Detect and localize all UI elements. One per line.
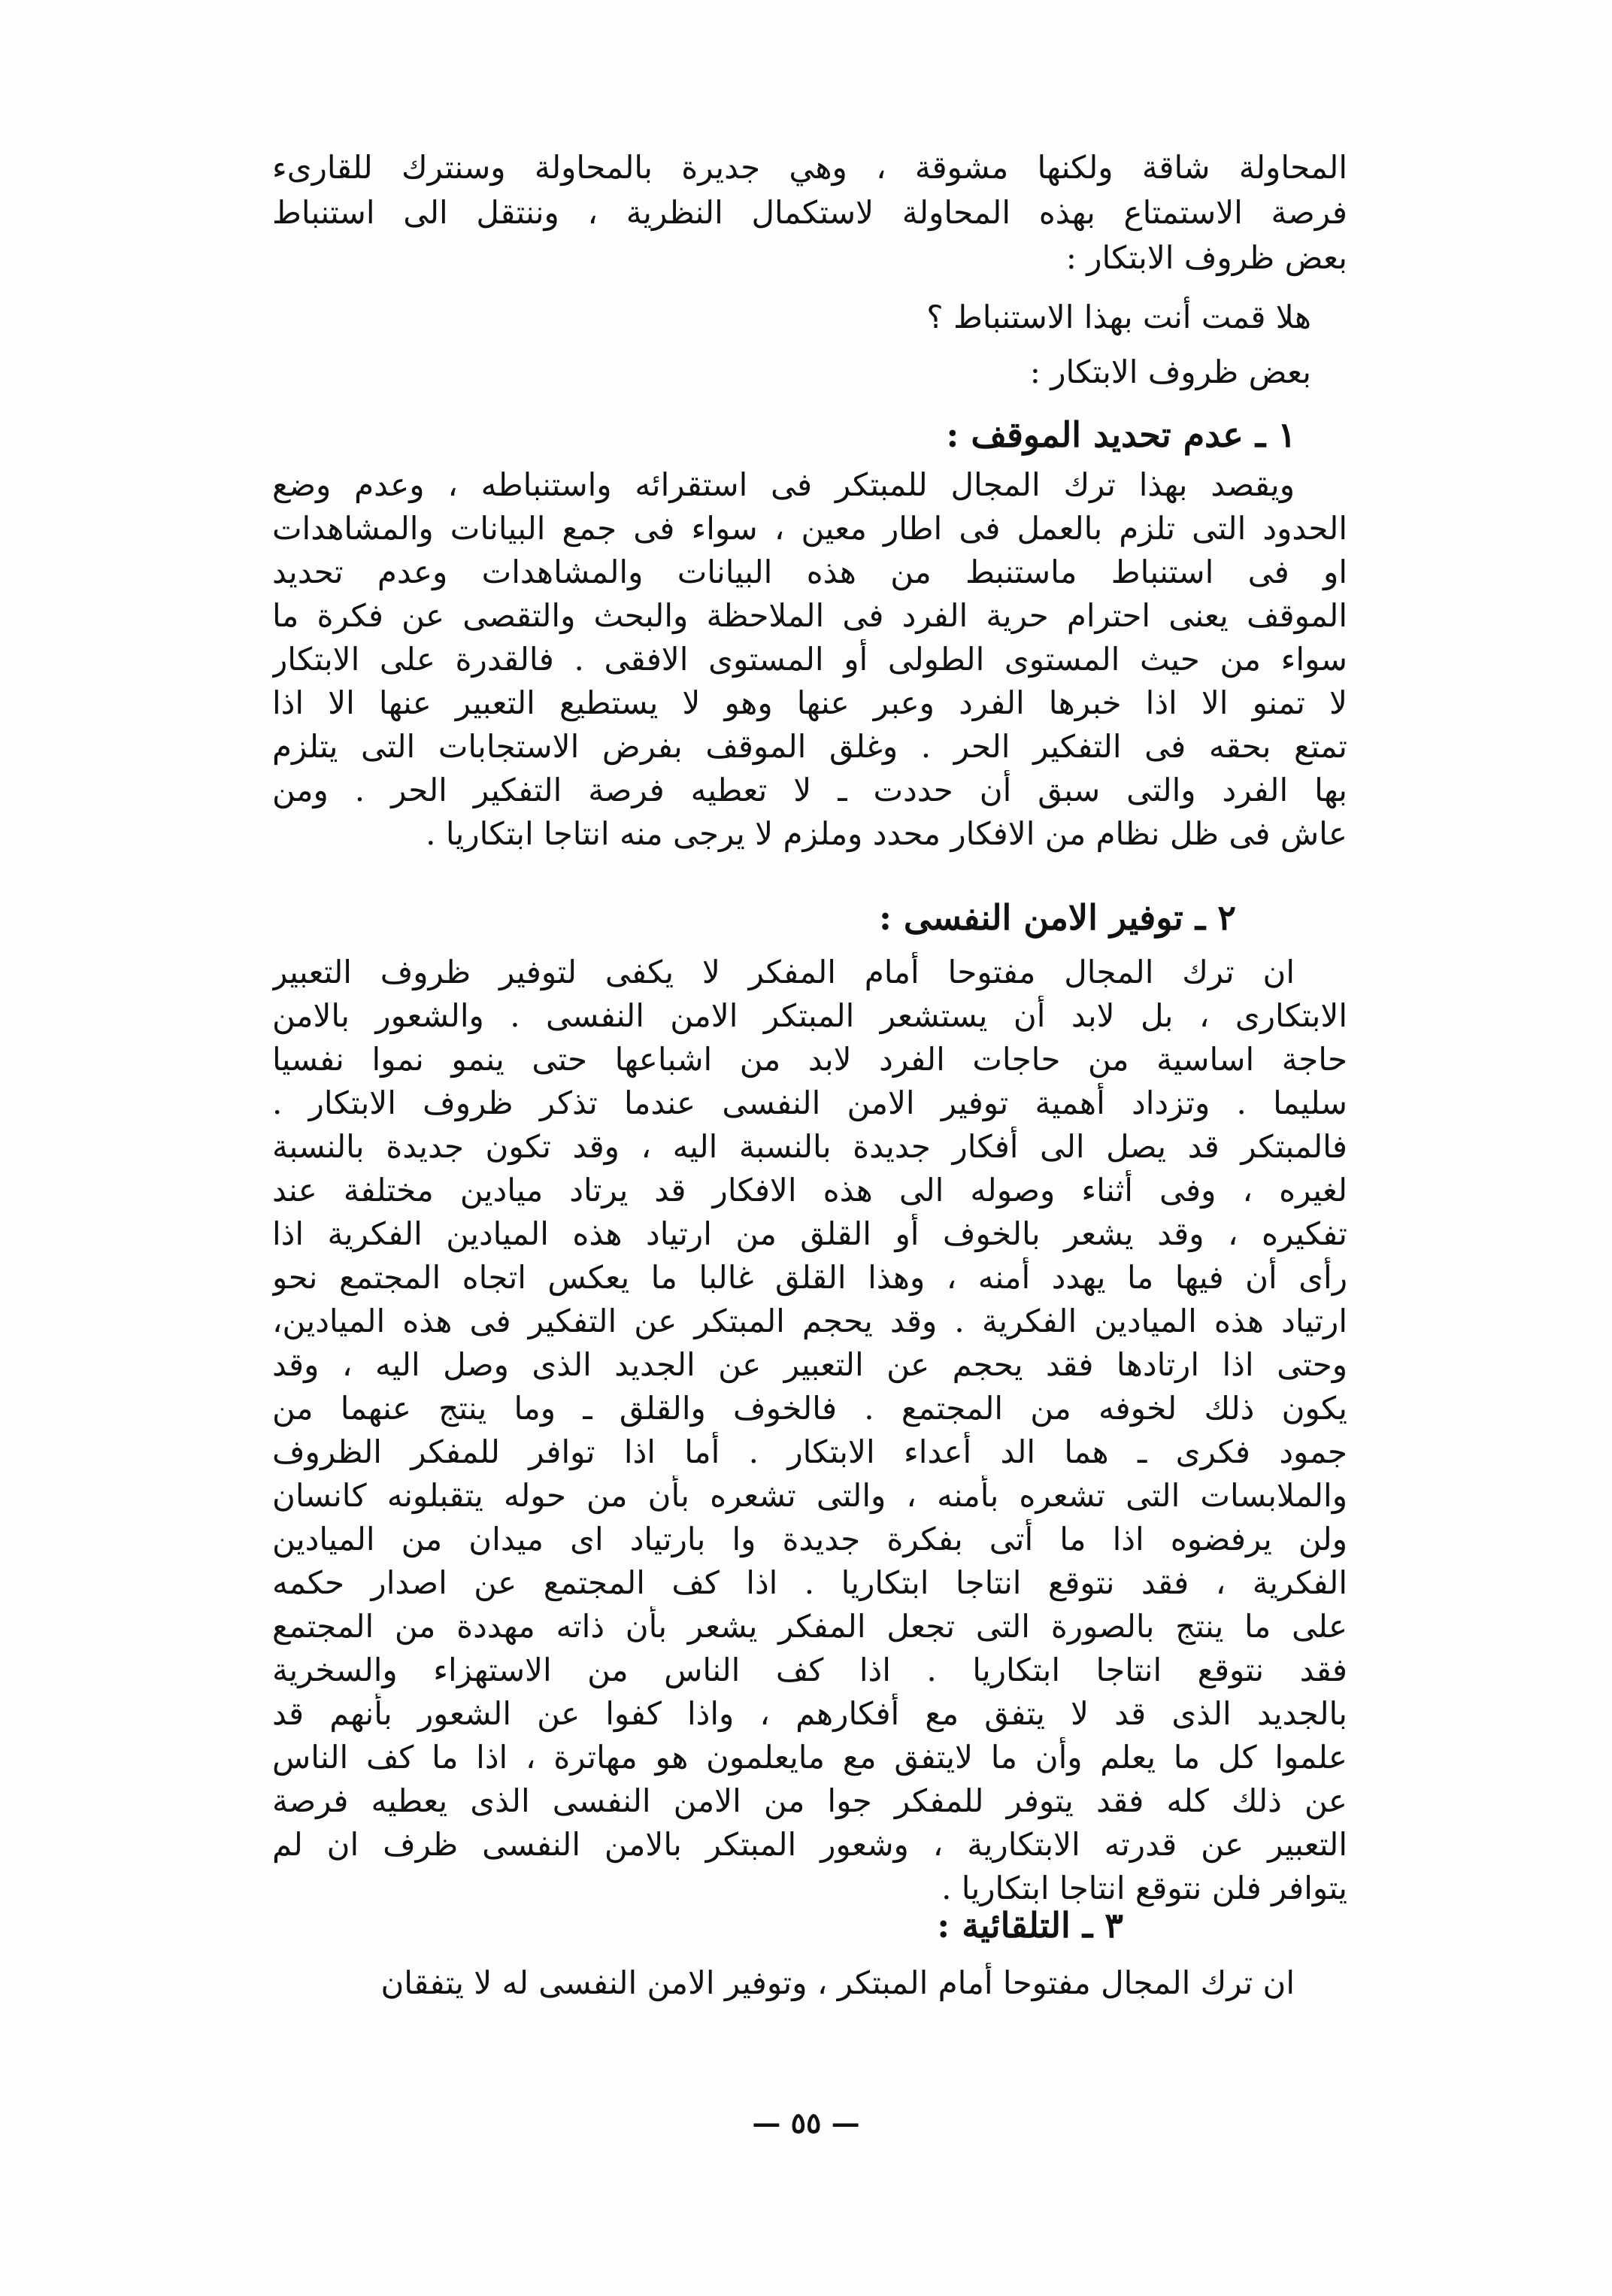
text-line: سليما . وتزداد أهمية توفير الامن النفسى عندما تذكر ظروف الابتكار .: [272, 1084, 1347, 1121]
text-line: ويقصد بهذا ترك المجال للمبتكر فى استقرائه واستنباطه ، وعدم وضع: [272, 466, 1295, 503]
text-line: عن ذلك كله فقد يتوفر للمفكر جوا من الامن النفسى الذى يعطيه فرصة: [272, 1782, 1347, 1819]
section-heading-2: ٢ ـ توفير الامن النفسى :: [878, 897, 1236, 938]
text-line: لغيره ، وفى أثناء وصوله الى هذه الافكار قد يرتاد ميادين مختلفة عند: [272, 1172, 1347, 1209]
text-line: بالجديد الذى قد لا يتفق مع أفكارهم ، واذا كفوا عن الشعور بأنهم قد: [272, 1695, 1347, 1732]
text-line: ان ترك المجال مفتوحا أمام المبتكر ، وتوفير الامن النفسى له لا يتفقان: [380, 1964, 1295, 2001]
question-line: هلا قمت أنت بهذا الاستنباط ؟: [926, 299, 1311, 335]
text-line: يتوافر فلن نتوقع انتاجا ابتكاريا .: [941, 1870, 1347, 1906]
section-2-body: [272, 952, 1347, 1945]
text-line: الموقف يعنى احترام حرية الفرد فى الملاحظة والبحث والتقصى عن فكرة ما: [272, 597, 1347, 634]
subheading-line: بعض ظروف الابتكار :: [1029, 353, 1311, 390]
text-line: التعبير عن قدرته الابتكارية ، وشعور المبتكر بالامن النفسى ظرف ان لم: [272, 1826, 1347, 1863]
text-line: الحدود التى تلزم بالعمل فى اطار معين ، سواء فى جمع البيانات والمشاهدات: [272, 510, 1347, 547]
text-line: او فى استنباط ماستنبط من هذه البيانات والمشاهدات وعدم تحديد: [272, 554, 1347, 590]
text-line: ولن يرفضوه اذا ما أتى بفكرة جديدة وا بارتياد اى ميدان من الميادين: [272, 1521, 1347, 1557]
text-line: فالمبتكر قد يصل الى أفكار جديدة بالنسبة اليه ، وقد تكون جديدة بالنسبة: [272, 1128, 1347, 1165]
text-line: المحاولة شاقة ولكنها مشوقة ، وهي جديرة بالمحاولة وسنترك للقارىء: [272, 149, 1347, 186]
text-line: والملابسات التى تشعره بأمنه ، والتى تشعره بأن من حوله يتقبلونه كانسان: [272, 1477, 1347, 1514]
page-number: — ٥٥ —: [752, 2106, 860, 2140]
text-line: سواء من حيث المستوى الطولى أو المستوى الافقى . فالقدرة على الابتكار: [272, 641, 1347, 678]
text-line: وحتى اذا ارتادها فقد يحجم عن التعبير عن الجديد الذى وصل اليه ، وقد: [272, 1346, 1347, 1383]
text-line: تمتع بحقه فى التفكير الحر . وغلق الموقف بفرض الاستجابات التى يتلزم: [272, 728, 1347, 765]
section-heading-1: ١ ـ عدم تحديد الموقف :: [946, 414, 1296, 455]
section-3-body: [272, 1963, 1347, 2008]
intro-paragraph: [272, 147, 1347, 298]
text-line: ان ترك المجال مفتوحا أمام المفكر لا يكفى لتوفير ظروف التعبير: [272, 954, 1295, 990]
text-line: فقد نتوقع انتاجا ابتكاريا . اذا كف الناس من الاستهزاء والسخرية: [272, 1651, 1347, 1688]
text-line: عاش فى ظل نظام من الافكار محدد وملزم لا يرجى منه انتاجا ابتكاريا .: [426, 815, 1347, 852]
text-line: لا تمنو الا اذا خبرها الفرد وعبر عنها وهو لا يستطيع التعبير عنها الا اذا: [272, 684, 1347, 721]
text-line: يكون ذلك لخوفه من المجتمع . فالخوف والقلق ـ وما ينتج عنهما من: [272, 1390, 1347, 1427]
text-line: الفكرية ، فقد نتوقع انتاجا ابتكاريا . اذا كف المجتمع عن اصدار حكمه: [272, 1564, 1347, 1601]
text-line: ارتياد هذه الميادين الفكرية . وقد يحجم المبتكر عن التفكير فى هذه الميادين،: [272, 1303, 1347, 1339]
section-heading-3: ٣ ـ التلقائية :: [937, 1905, 1123, 1946]
text-line: بعض ظروف الابتكار :: [1065, 239, 1347, 276]
text-line: الابتكارى ، بل لابد أن يستشعر المبتكر الامن النفسى . والشعور بالامن: [272, 997, 1347, 1034]
text-line: حاجة اساسية من حاجات الفرد لابد من اشباعها حتى ينمو نموا نفسيا: [272, 1041, 1347, 1078]
text-line: فرصة الاستمتاع بهذه المحاولة لاستكمال النظرية ، وننتقل الى استنباط: [272, 194, 1347, 231]
text-line: رأى أن فيها ما يهدد أمنه ، وهذا القلق غالبا ما يعكس اتجاه المجتمع نحو: [272, 1259, 1347, 1296]
section-1-body: [272, 465, 1347, 886]
text-line: جمود فكرى ـ هما الد أعداء الابتكار . أما اذا توافر للمفكر الظروف: [272, 1433, 1347, 1470]
text-line: علموا كل ما يعلم وأن ما لايتفق مع مايعلمون هو مهاترة ، اذا ما كف الناس: [272, 1739, 1347, 1776]
text-line: بها الفرد والتى سبق أن حددت ـ لا تعطيه فرصة التفكير الحر . ومن: [272, 772, 1347, 808]
text-line: على ما ينتج بالصورة التى تجعل المفكر يشعر بأن ذاته مهددة من المجتمع: [272, 1608, 1347, 1645]
text-line: تفكيره ، وقد يشعر بالخوف أو القلق من ارتياد هذه الميادين الفكرية اذا: [272, 1215, 1347, 1252]
